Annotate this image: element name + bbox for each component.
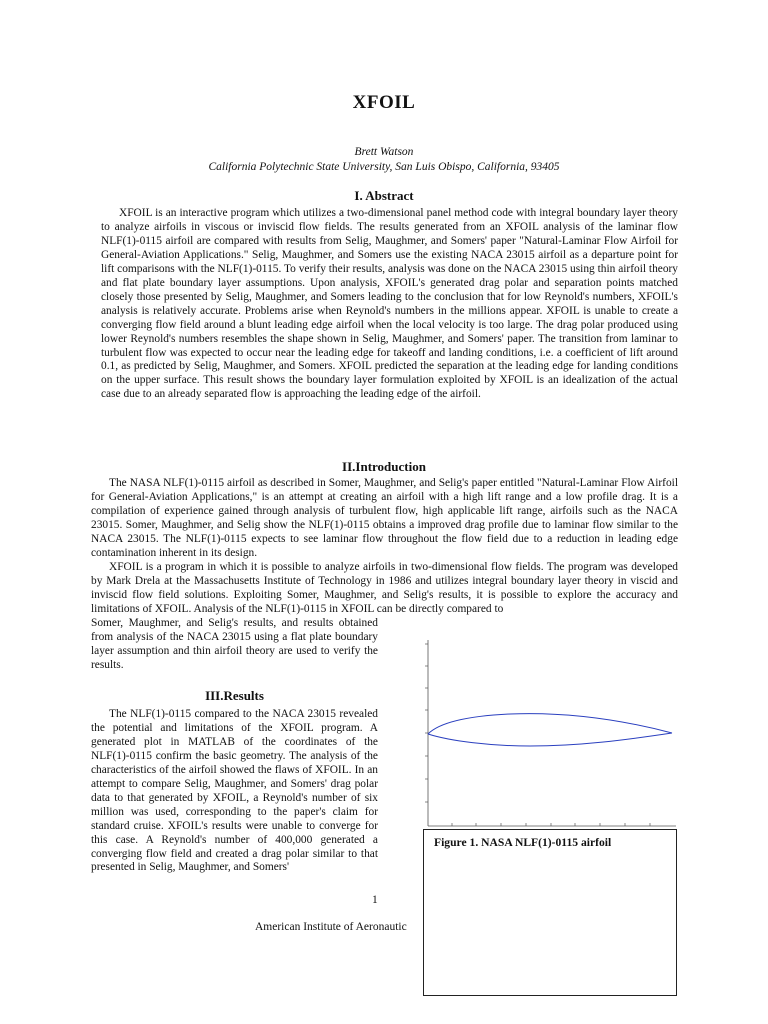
author-affiliation: California Polytechnic State University, San Luis Obispo, California, 93405 [208, 161, 560, 173]
page-number: 1 [372, 894, 378, 906]
introduction-paragraph-2-continued: Somer, Maughmer, and Selig's results, and results obtained from analysis of the NACA 23015 using a flat plate boundary layer assumption and thin airfoil theory are used to verify the results. [91, 617, 378, 671]
airfoil-lower-surface [428, 733, 672, 746]
abstract-heading: I. Abstract [354, 188, 414, 203]
introduction-paragraph-2: XFOIL is a program in which it is possible to analyze airfoils in two-dimensional flow fields. The program was developed by Mark Drela at the Massachusetts Institute of Technology in 1986 and utilizes integral boundary layer theory in viscid and inviscid flow field solutions. Exploiting Somer, Maughmer, and Selig's results, it is possible to explore the accuracy and limitations of XFOIL. Analysis of the NLF(1)-0115 in XFOIL can be directly compared to [91, 561, 678, 615]
results-text: The NLF(1)-0115 compared to the NACA 23015 revealed the potential and limitations of the XFOIL program. A generated plot in MATLAB of the coordinates of the NLF(1)-0115 confirm the basic geometry. The analysis of the characteristics of the airfoil showed the flaws of XFOIL. In an attempt to compare Selig, Maughmer, and Somers' drag polar data to that generated by XFOIL, a Reynold's number of six million was used, corresponding to the paper's claim for standard cruise. XFOIL's results were unable to converge for this case. A Reynold's number of 400,000 generated a converging flow field and created a drag polar similar to that presented in Selig, Maughmer, and Somers' [91, 708, 378, 874]
plot-x-ticks [452, 823, 650, 826]
airfoil-upper-surface [428, 714, 672, 734]
introduction-paragraph-1: The NASA NLF(1)-0115 airfoil as described in Somer, Maughmer, and Selig's paper entitled "Natural-Laminar Flow Airfoil for General-Aviation Applications," is an attempt at creating an airfoil with a high lift range and a low profile drag. It is a compilation of experience gained through analysis of turbulent flow, high applicable lift range, airfoils such as the NACA 23015. Somer, Maughmer, and Selig show the NLF(1)-0115 obtains a improved drag profile due to laminar flow similar to the NACA 23015. The NLF(1)-0115 expects to see laminar flow throughout the flow field due to a reduction in leading edge contamination inherent in its design. [91, 477, 678, 559]
plot-y-ticks [425, 644, 428, 802]
introduction-heading: II.Introduction [342, 459, 426, 474]
page-footer: American Institute of Aeronautic [255, 921, 407, 933]
figure-caption-box [424, 830, 677, 996]
paper-title: XFOIL [352, 92, 416, 113]
figure-1-caption: Figure 1. NASA NLF(1)-0115 airfoil [434, 836, 612, 849]
abstract-text: XFOIL is an interactive program which utilizes a two-dimensional panel method code with integral boundary layer theory to analyze airfoils in viscous or inviscid flow fields. The results generated from an XFOIL analysis of the laminar flow NLF(1)-0115 airfoil are compared with results from Selig, Maughmer, and Somers' paper "Natural-Laminar Flow Airfoil for General-Aviation Applications." Selig, Maughmer, and Somers use the existing NACA 23015 airfoil as a departure point for lift comparisons with the NLF(1)-0115. To verify their results, analysis was done on the NACA 23015 using thin airfoil theory and flat plate boundary layer assumptions. Upon analysis, XFOIL's generated drag polar and separation points matched closely those presented by Selig, Maughmer, and Somers leading to the conclusion that for low Reynold's numbers, XFOIL's analysis is relatively accurate. Problems arise when Reynold's numbers in the millions appear. XFOIL is unable to create a converging flow field around a blunt leading edge airfoil when the local velocity is too large. The drag polar produced using lower Reynold's numbers resembles the shape shown in Selig, Maughmer, and Somers' paper. The transition from laminar to turbulent flow was expected to occur near the leading edge for takeoff and landing conditions, i.e. a coefficient of lift around 0.1, as predicted by Selig, Maughmer, and Somers. XFOIL predicted the separation at the leading edge for landing conditions on the upper surface. This result shows the boundary layer formulation exploited by XFOIL is an idealization of the actual case due to an already separated flow is approaching the leading edge of the airfoil. [101, 207, 678, 401]
author-name: Brett Watson [354, 146, 414, 158]
results-heading: III.Results [205, 688, 264, 703]
